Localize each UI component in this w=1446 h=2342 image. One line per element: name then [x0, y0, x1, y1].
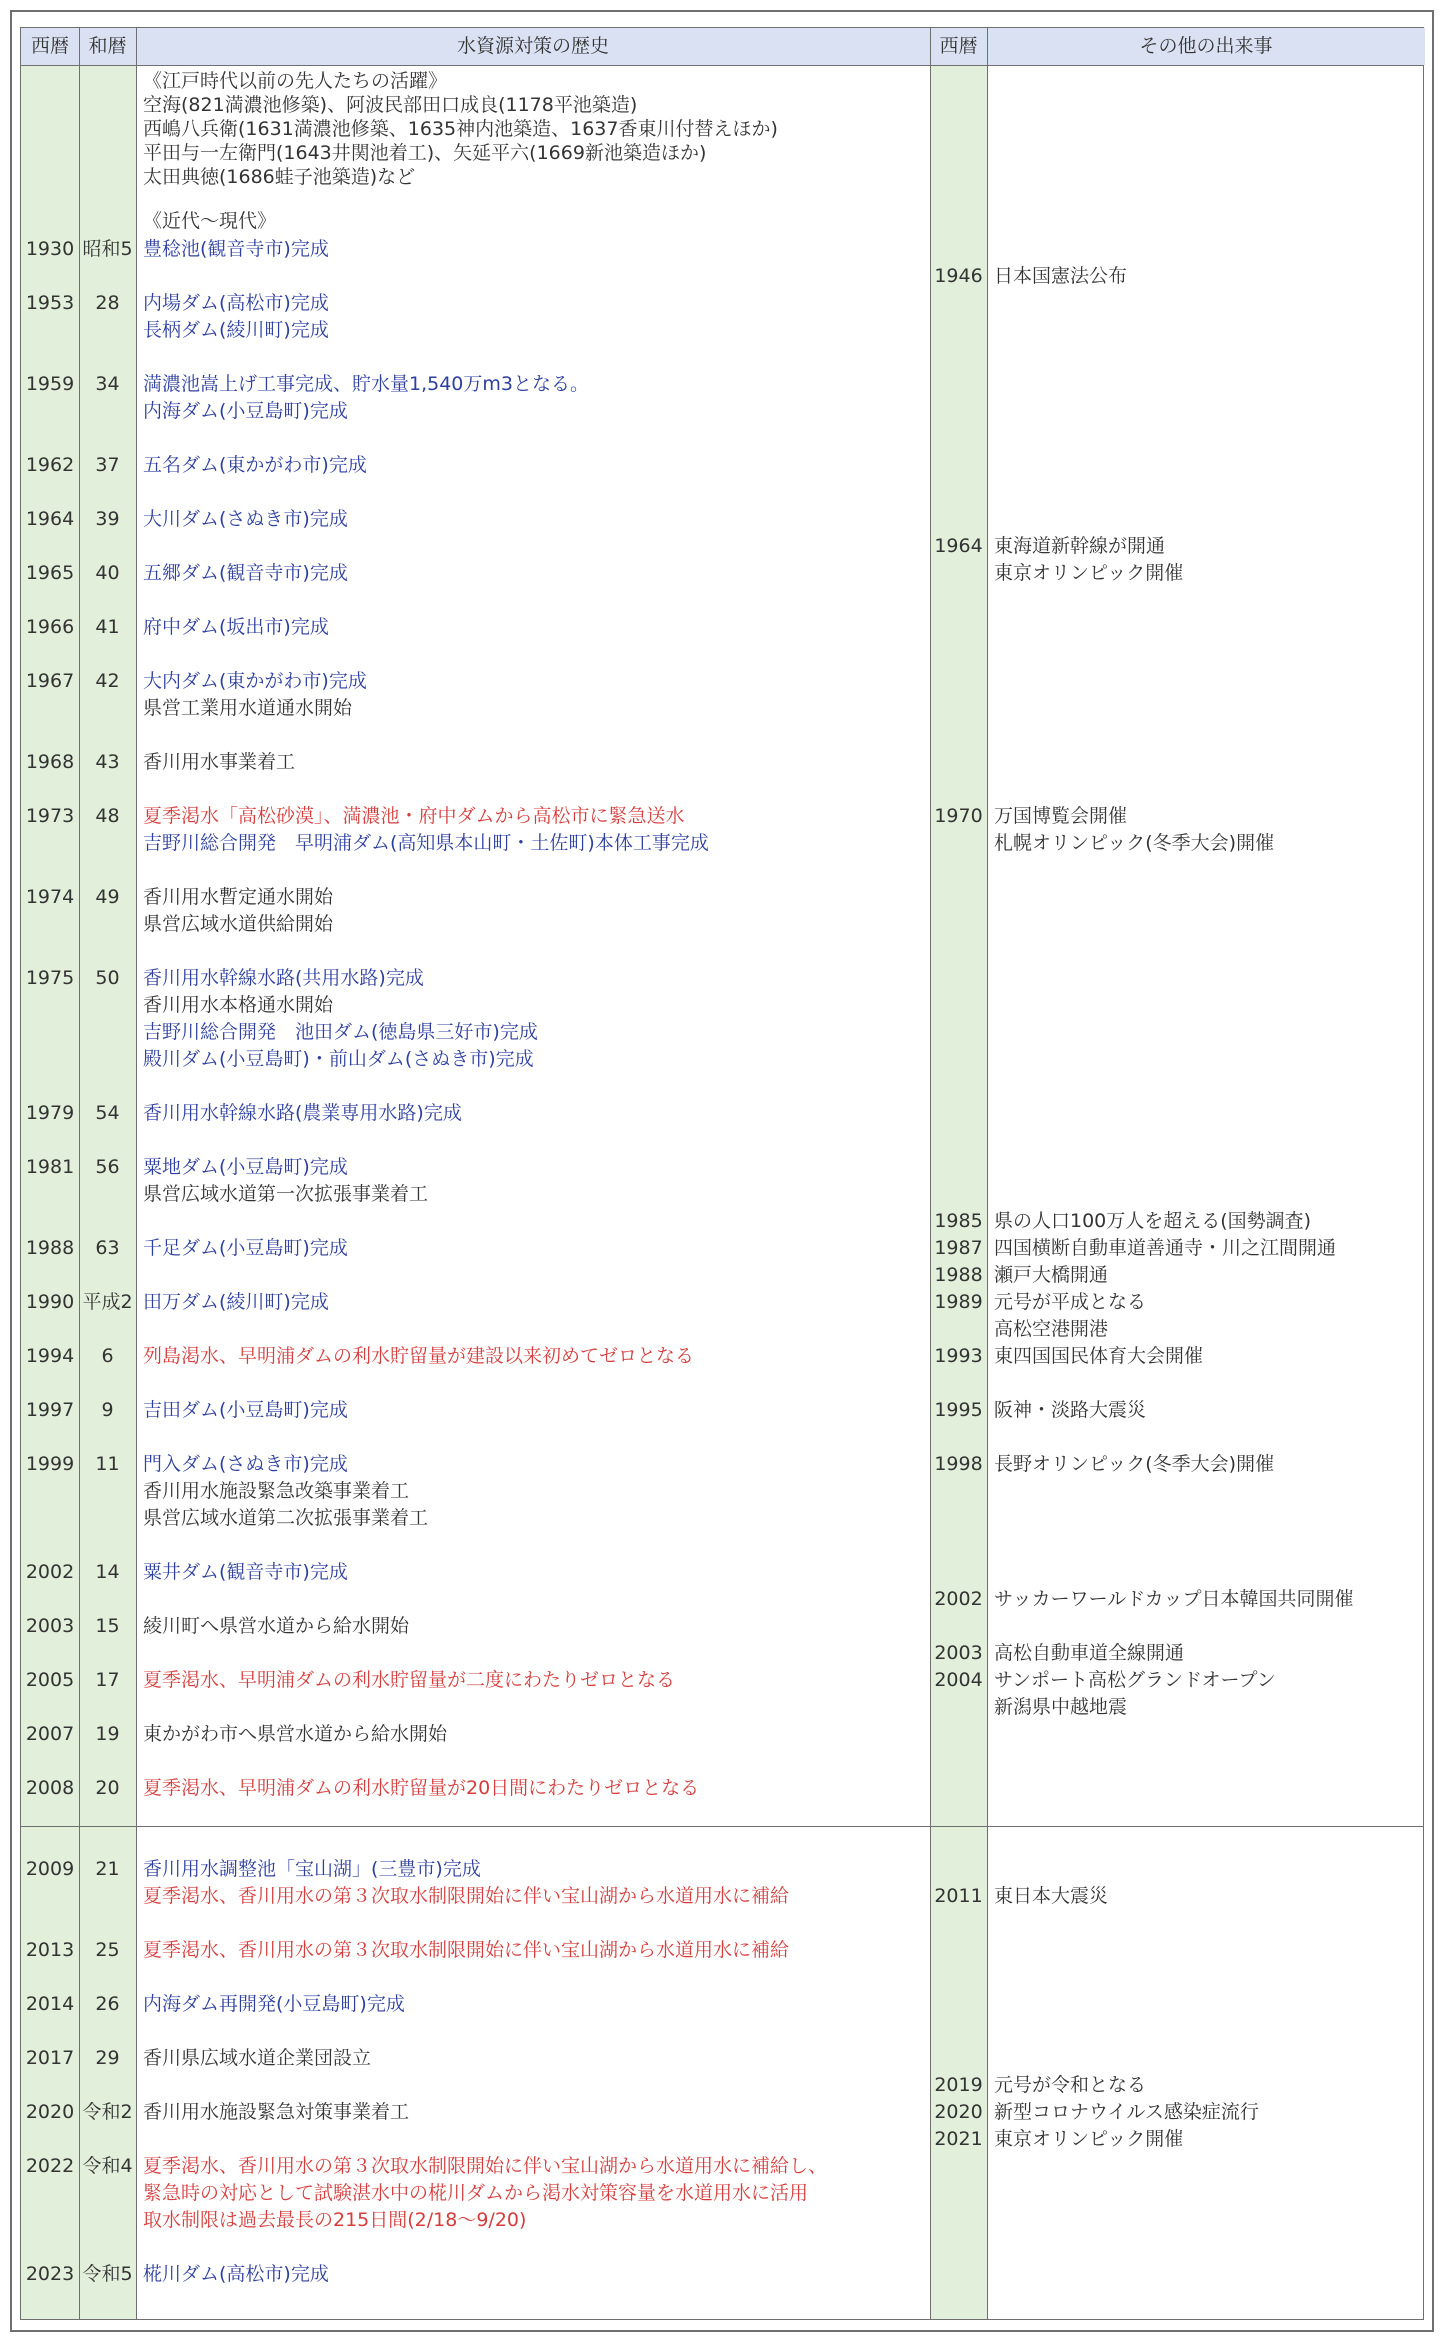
row-year: 2009	[25, 1858, 75, 1880]
row-text: 吉田ダム(小豆島町)完成	[143, 1399, 348, 1421]
event-year: 2020	[934, 2101, 983, 2123]
event-text: 日本国憲法公布	[994, 265, 1128, 287]
row-wareki: 9	[101, 1399, 114, 1421]
row-wareki: 昭和5	[82, 238, 133, 260]
row-text: 夏季渇水「高松砂漠」、満濃池・府中ダムから高松市に緊急送水	[143, 805, 685, 827]
row-text: 夏季渇水、早明浦ダムの利水貯留量が20日間にわたりゼロとなる	[143, 1777, 700, 1799]
row-wareki: 20	[95, 1777, 120, 1799]
row-text: 門入ダム(さぬき市)完成	[143, 1453, 348, 1475]
row-text: 大内ダム(東かがわ市)完成	[143, 670, 367, 692]
event-year: 1946	[934, 265, 983, 287]
event-text: 札幌オリンピック(冬季大会)開催	[994, 832, 1275, 854]
event-text: 高松空港開港	[994, 1318, 1109, 1340]
event-text: 元号が平成となる	[994, 1291, 1147, 1313]
event-text: 阪神・淡路大震災	[994, 1399, 1147, 1421]
row-text: 府中ダム(坂出市)完成	[143, 616, 329, 638]
row-text: 香川用水施設緊急対策事業着工	[143, 2101, 410, 2123]
intro-line: 《近代～現代》	[143, 210, 277, 232]
event-text: 新型コロナウイルス感染症流行	[994, 2101, 1259, 2123]
event-text: 新潟県中越地震	[994, 1696, 1128, 1718]
row-text: 内海ダム再開発(小豆島町)完成	[143, 1993, 405, 2015]
row-year: 1988	[25, 1237, 75, 1259]
event-text: 元号が令和となる	[994, 2074, 1147, 2096]
row-year: 1966	[25, 616, 75, 638]
row-text: 東かがわ市へ県営水道から給水開始	[143, 1723, 448, 1745]
event-year: 1995	[934, 1399, 983, 1421]
event-year: 2021	[934, 2128, 983, 2150]
row-text: 殿川ダム(小豆島町)・前山ダム(さぬき市)完成	[143, 1048, 534, 1070]
row-wareki: 25	[95, 1939, 120, 1961]
row-text: 夏季渇水、早明浦ダムの利水貯留量が二度にわたりゼロとなる	[143, 1669, 676, 1691]
row-text: 香川用水暫定通水開始	[143, 886, 334, 908]
row-text: 県営広域水道供給開始	[143, 913, 334, 935]
event-text: 東京オリンピック開催	[994, 562, 1184, 584]
row-year: 2023	[25, 2263, 75, 2285]
row-text: 内海ダム(小豆島町)完成	[143, 400, 348, 422]
header-wareki: 和暦	[88, 35, 127, 57]
row-year: 1930	[25, 238, 75, 260]
event-year: 2004	[934, 1669, 983, 1691]
row-text: 吉野川総合開発 早明浦ダム(高知県本山町・土佐町)本体工事完成	[143, 832, 709, 854]
row-text: 内場ダム(高松市)完成	[143, 292, 329, 314]
row-text: 田万ダム(綾川町)完成	[143, 1291, 329, 1313]
row-text: 香川用水幹線水路(農業専用水路)完成	[143, 1102, 462, 1124]
header-other-events: その他の出来事	[1139, 35, 1273, 57]
row-text: 香川用水調整池「宝山湖」(三豊市)完成	[143, 1858, 481, 1880]
row-year: 2008	[25, 1777, 75, 1799]
row-year: 1974	[25, 886, 75, 908]
event-year: 2002	[934, 1588, 983, 1610]
col-divider	[930, 28, 931, 2319]
row-text: 夏季渇水、香川用水の第３次取水制限開始に伴い宝山湖から水道用水に補給	[143, 1939, 790, 1961]
row-wareki: 42	[95, 670, 120, 692]
header-seireki-2: 西暦	[939, 35, 978, 57]
row-text: 県営広域水道第一次拡張事業着工	[143, 1183, 429, 1205]
event-year: 1993	[934, 1345, 983, 1367]
row-wareki: 41	[95, 616, 120, 638]
header-history: 水資源対策の歴史	[456, 35, 609, 57]
intro-line: 平田与一左衛門(1643井関池着工)、矢延平六(1669新池築造ほか)	[143, 142, 707, 164]
row-text: 大川ダム(さぬき市)完成	[143, 508, 348, 530]
row-year: 2003	[25, 1615, 75, 1637]
row-year: 1962	[25, 454, 75, 476]
row-text: 夏季渇水、香川用水の第３次取水制限開始に伴い宝山湖から水道用水に補給し、	[143, 2155, 828, 2177]
row-wareki: 14	[95, 1561, 120, 1583]
event-year: 2011	[934, 1885, 983, 1907]
row-text: 列島渇水、早明浦ダムの利水貯留量が建設以来初めてゼロとなる	[143, 1345, 695, 1367]
event-text: 東日本大震災	[994, 1885, 1109, 1907]
row-wareki: 39	[95, 508, 120, 530]
event-year: 1970	[934, 805, 983, 827]
intro-line: 太田典徳(1686蛙子池築造)など	[143, 166, 416, 188]
intro-line: 空海(821満濃池修築)、阿波民部田口成良(1178平池築造)	[143, 94, 638, 116]
row-text: 椛川ダム(高松市)完成	[143, 2263, 329, 2285]
row-year: 1968	[25, 751, 75, 773]
row-text: 香川用水幹線水路(共用水路)完成	[143, 967, 424, 989]
row-text: 香川県広域水道企業団設立	[143, 2047, 372, 2069]
row-text: 千足ダム(小豆島町)完成	[143, 1237, 348, 1259]
row-year: 2013	[25, 1939, 75, 1961]
row-year: 2022	[25, 2155, 75, 2177]
row-text: 緊急時の対応として試験湛水中の椛川ダムから渇水対策容量を水道用水に活用	[143, 2182, 809, 2204]
row-wareki: 令和2	[82, 2101, 133, 2123]
row-wareki: 6	[101, 1345, 114, 1367]
history-table	[20, 27, 1424, 2320]
row-year: 1953	[25, 292, 75, 314]
event-text: 東京オリンピック開催	[994, 2128, 1184, 2150]
row-text: 県営広域水道第二次拡張事業着工	[143, 1507, 429, 1529]
event-year: 1989	[934, 1291, 983, 1313]
row-wareki: 37	[95, 454, 120, 476]
row-wareki: 34	[95, 373, 120, 395]
intro-line: 西嶋八兵衛(1631満濃池修築、1635神内池築造、1637香東川付替えほか)	[143, 118, 778, 140]
event-year: 1988	[934, 1264, 983, 1286]
row-year: 1999	[25, 1453, 75, 1475]
event-year: 1964	[934, 535, 983, 557]
intro-line: 《江戸時代以前の先人たちの活躍》	[143, 70, 448, 92]
row-wareki: 21	[95, 1858, 120, 1880]
row-wareki: 令和5	[82, 2263, 133, 2285]
row-wareki: 63	[95, 1237, 120, 1259]
row-text: 粟井ダム(観音寺市)完成	[143, 1561, 348, 1583]
section-divider	[21, 1826, 1423, 1827]
row-text: 五名ダム(東かがわ市)完成	[143, 454, 367, 476]
event-text: 高松自動車道全線開通	[994, 1642, 1185, 1664]
row-year: 1959	[25, 373, 75, 395]
row-wareki: 50	[95, 967, 120, 989]
row-wareki: 56	[95, 1156, 120, 1178]
row-year: 1990	[25, 1291, 75, 1313]
event-year: 1987	[934, 1237, 983, 1259]
row-wareki: 40	[95, 562, 120, 584]
row-year: 2007	[25, 1723, 75, 1745]
row-year: 1967	[25, 670, 75, 692]
row-year: 2020	[25, 2101, 75, 2123]
row-wareki: 48	[95, 805, 120, 827]
row-text: 長柄ダム(綾川町)完成	[143, 319, 329, 341]
row-year: 1975	[25, 967, 75, 989]
row-year: 1997	[25, 1399, 75, 1421]
row-wareki: 17	[95, 1669, 120, 1691]
row-wareki: 28	[95, 292, 120, 314]
row-text: 夏季渇水、香川用水の第３次取水制限開始に伴い宝山湖から水道用水に補給	[143, 1885, 790, 1907]
row-year: 1965	[25, 562, 75, 584]
row-wareki: 19	[95, 1723, 120, 1745]
row-text: 吉野川総合開発 池田ダム(徳島県三好市)完成	[143, 1021, 538, 1043]
header-seireki: 西暦	[30, 35, 69, 57]
row-wareki: 15	[95, 1615, 120, 1637]
row-wareki: 29	[95, 2047, 120, 2069]
row-year: 1964	[25, 508, 75, 530]
row-year: 2014	[25, 1993, 75, 2015]
row-year: 2005	[25, 1669, 75, 1691]
row-text: 満濃池嵩上げ工事完成、貯水量1,540万m3となる。	[143, 373, 589, 395]
row-year: 1994	[25, 1345, 75, 1367]
event-year: 2003	[934, 1642, 983, 1664]
row-wareki: 令和4	[82, 2155, 133, 2177]
year-column-bg-2	[930, 66, 987, 2319]
event-year: 1985	[934, 1210, 983, 1232]
row-wareki: 平成2	[82, 1291, 133, 1313]
event-text: サッカーワールドカップ日本韓国共同開催	[994, 1588, 1354, 1610]
row-text: 粟地ダム(小豆島町)完成	[143, 1156, 348, 1178]
event-year: 1998	[934, 1453, 983, 1475]
event-text: 県の人口100万人を超える(国勢調査)	[994, 1210, 1312, 1232]
col-divider	[136, 28, 137, 2319]
event-text: サンポート高松グランドオープン	[994, 1669, 1276, 1691]
event-text: 東四国国民体育大会開催	[994, 1345, 1204, 1367]
header-divider	[21, 65, 1423, 66]
row-wareki: 54	[95, 1102, 120, 1124]
row-text: 五郷ダム(観音寺市)完成	[143, 562, 348, 584]
row-wareki: 26	[95, 1993, 120, 2015]
row-wareki: 43	[95, 751, 120, 773]
row-text: 綾川町へ県営水道から給水開始	[143, 1615, 410, 1637]
event-text: 長野オリンピック(冬季大会)開催	[994, 1453, 1275, 1475]
event-text: 瀬戸大橋開通	[994, 1264, 1109, 1286]
row-text: 香川用水施設緊急改築事業着工	[143, 1480, 410, 1502]
row-wareki: 49	[95, 886, 120, 908]
row-text: 香川用水本格通水開始	[143, 994, 334, 1016]
row-year: 1981	[25, 1156, 75, 1178]
row-year: 2002	[25, 1561, 75, 1583]
row-year: 2017	[25, 2047, 75, 2069]
event-year: 2019	[934, 2074, 983, 2096]
event-text: 東海道新幹線が開通	[994, 535, 1166, 557]
row-text: 豊稔池(観音寺市)完成	[143, 238, 329, 260]
event-text: 四国横断自動車道善通寺・川之江間開通	[994, 1237, 1337, 1259]
row-text: 取水制限は過去最長の215日間(2/18～9/20)	[143, 2209, 527, 2231]
event-text: 万国博覧会開催	[994, 805, 1128, 827]
row-text: 県営工業用水道通水開始	[143, 697, 353, 719]
col-divider	[987, 28, 988, 2319]
row-wareki: 11	[95, 1453, 120, 1475]
row-year: 1973	[25, 805, 75, 827]
row-text: 香川用水事業着工	[143, 751, 296, 773]
row-year: 1979	[25, 1102, 75, 1124]
